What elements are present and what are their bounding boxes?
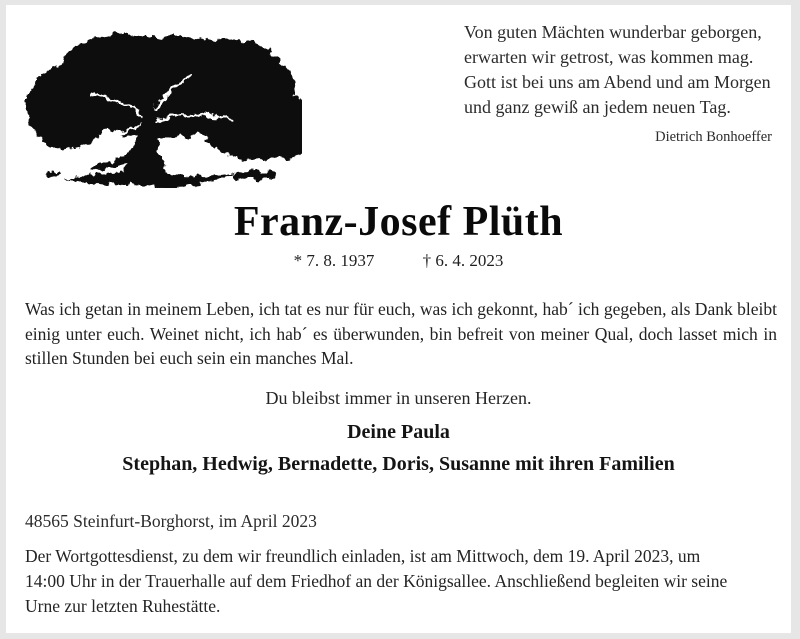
place-date-line: 48565 Steinfurt-Borghorst, im April 2023 [25, 511, 317, 531]
memorial-verse: Was ich getan in meinem Leben, ich tat es nur für euch, was ich gekonnt, hab´ ich gegeben, als Dank bleibt einig unter euch. Weinet nicht, ich hab´ es überwunden, bin befreit von meiner Qual, doch lasset mich in stillen Stunden bei euch sein ein manches Mal. [25, 299, 777, 368]
life-dates [6, 251, 791, 271]
tree-icon [20, 22, 302, 188]
opening-quote [464, 20, 778, 150]
quote-line: Von guten Mächten wunderbar geborgen, [464, 22, 762, 42]
deceased-name: Franz-Josef Plüth [233, 199, 564, 245]
death-date: † 6. 4. 2023 [422, 251, 504, 270]
deceased-header [6, 198, 791, 271]
quote-attribution: Dietrich Bonhoeffer [655, 129, 772, 145]
obituary-card [6, 5, 791, 633]
quote-line: und ganz gewiß an jedem neuen Tag. [464, 97, 731, 117]
quote-line: erwarten wir getrost, was kommen mag. [464, 47, 754, 67]
farewell-section [6, 386, 791, 477]
quote-line: Gott ist bei uns am Abend und am Morgen [464, 72, 771, 92]
spouse-name: Deine Paula [347, 421, 450, 443]
birth-date: * 7. 8. 1937 [293, 251, 375, 270]
service-info: Der Wortgottesdienst, zu dem wir freundlich einladen, ist am Mittwoch, dem 19. April 2023, um 14:00 Uhr in der Trauerhalle auf dem Friedhof an der Königsallee. Anschließend begleiten wir seine Urne zur letzten Ruhestätte. [25, 546, 728, 616]
family-names: Stephan, Hedwig, Bernadette, Doris, Susanne mit ihren Familien [122, 453, 675, 475]
farewell-line: Du bleibst immer in unseren Herzen. [265, 388, 532, 408]
